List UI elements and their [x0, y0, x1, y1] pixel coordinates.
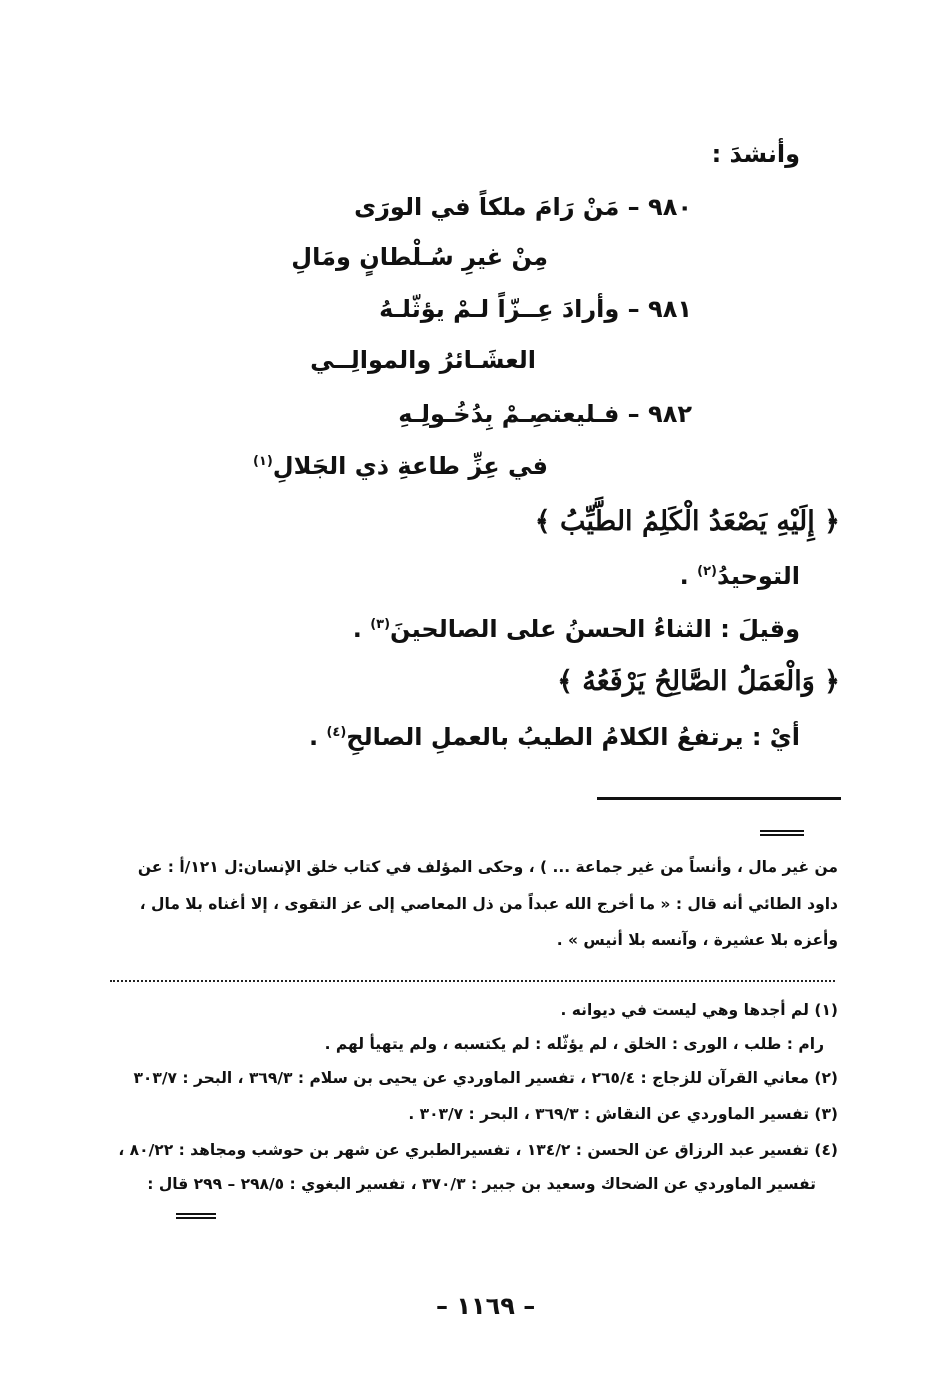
verse-982-text: في عِزِّ طاعةِ ذي الجَلالِ: [272, 452, 548, 480]
footnote-ref-4: (٤): [326, 725, 347, 740]
tafsir-text-1: التوحيدُ: [716, 562, 800, 590]
quran-verse-2: ﴿ وَالْعَمَلُ الصَّالِحُ يَرْفَعُهُ ﴾: [557, 666, 840, 697]
tafsir-line-1: [680, 562, 800, 590]
footnote-continuation-1: من غير مال ، وأنساً من غير جماعة ... ) ، وحكى المؤلف في كتاب خلق الإنسان:ل ١٢١/أ : عن: [137, 858, 838, 876]
verse-982-first: ٩٨٢ – فـليعتصِـمْ بِدُخُـولِـهِ: [398, 400, 692, 428]
tafsir-text-2: وقيلَ : الثناءُ الحسنُ على الصالحينَ: [390, 615, 800, 643]
footnote-3: (٣) تفسير الماوردي عن النقاش : ٣٦٩/٣ ، البحر : ٣٠٣/٧ .: [408, 1105, 838, 1123]
tafsir-text-3: أيْ : يرتفعُ الكلامُ الطيبُ بالعملِ الصالحِ: [346, 723, 800, 751]
page-number: – ١١٦٩ –: [436, 1292, 536, 1320]
verse-981-second: العشَـائرُ والموالِــي: [310, 346, 536, 374]
footnote-2: (٢) معاني القرآن للزجاج : ٢٦٥/٤ ، تفسير الماوردي عن يحيى بن سلام : ٣٦٩/٣ ، البحر : ٣٠٣/٧: [133, 1069, 838, 1087]
end-period-2: .: [352, 615, 371, 643]
double-rule-top: [760, 830, 804, 836]
double-rule-bottom: [176, 1213, 216, 1219]
tafsir-line-3: [309, 723, 800, 751]
footnote-continuation-3: وأعزه بلا عشيرة ، وآنسه بلا أنيس » .: [556, 931, 838, 949]
footnote-1: (١) لم أجدها وهي ليست في ديوانه .: [560, 1001, 838, 1019]
footnote-continuation-2: داود الطائي أنه قال : « ما أخرج الله عبداً من ذل المعاصي إلى عز التقوى ، إلا أغناه بلا مال ،: [139, 895, 838, 913]
footnote-ref-3: (٣): [370, 617, 391, 632]
verse-980-second: مِنْ غيرِ سُـلْطانٍ ومَالِ: [291, 243, 548, 271]
footnote-4-continued: تفسير الماوردي عن الضحاك وسعيد بن جبير : ٣٧٠/٣ ، تفسير البغوي : ٢٩٨/٥ – ٢٩٩ قال :: [147, 1175, 816, 1193]
footnote-separator: [597, 797, 841, 800]
verse-980-first: ٩٨٠ – مَنْ رَامَ ملكاً في الورَى: [354, 193, 692, 221]
verse-982-second: [253, 452, 548, 480]
poem-intro: وأنشدَ :: [711, 140, 800, 168]
footnote-4: (٤) تفسير عبد الرزاق عن الحسن : ١٣٤/٢ ، تفسيرالطبري عن شهر بن حوشب ومجاهد : ٨٠/٢٢ ،: [118, 1141, 838, 1159]
footnote-ref-1: (١): [252, 454, 273, 469]
tafsir-line-2: [353, 615, 800, 643]
verse-981-first: ٩٨١ – وأرادَ عِــزّاً لـمْ يؤثّلـهُ: [379, 295, 692, 323]
footnote-ref-2: (٢): [697, 564, 717, 579]
footnote-1-gloss: رام : طلب ، الورى : الخلق ، لم يؤثّله : لم يكتسبه ، ولم يتهيأ لهم .: [324, 1035, 824, 1053]
quran-verse-1: ﴿ إِلَيْهِ يَصْعَدُ الْكَلِمُ الطَّيِّبُ ﴾: [534, 506, 840, 537]
end-period-3: .: [308, 723, 327, 751]
footnote-dotted-rule: [110, 980, 835, 982]
end-period-1: .: [679, 562, 698, 590]
